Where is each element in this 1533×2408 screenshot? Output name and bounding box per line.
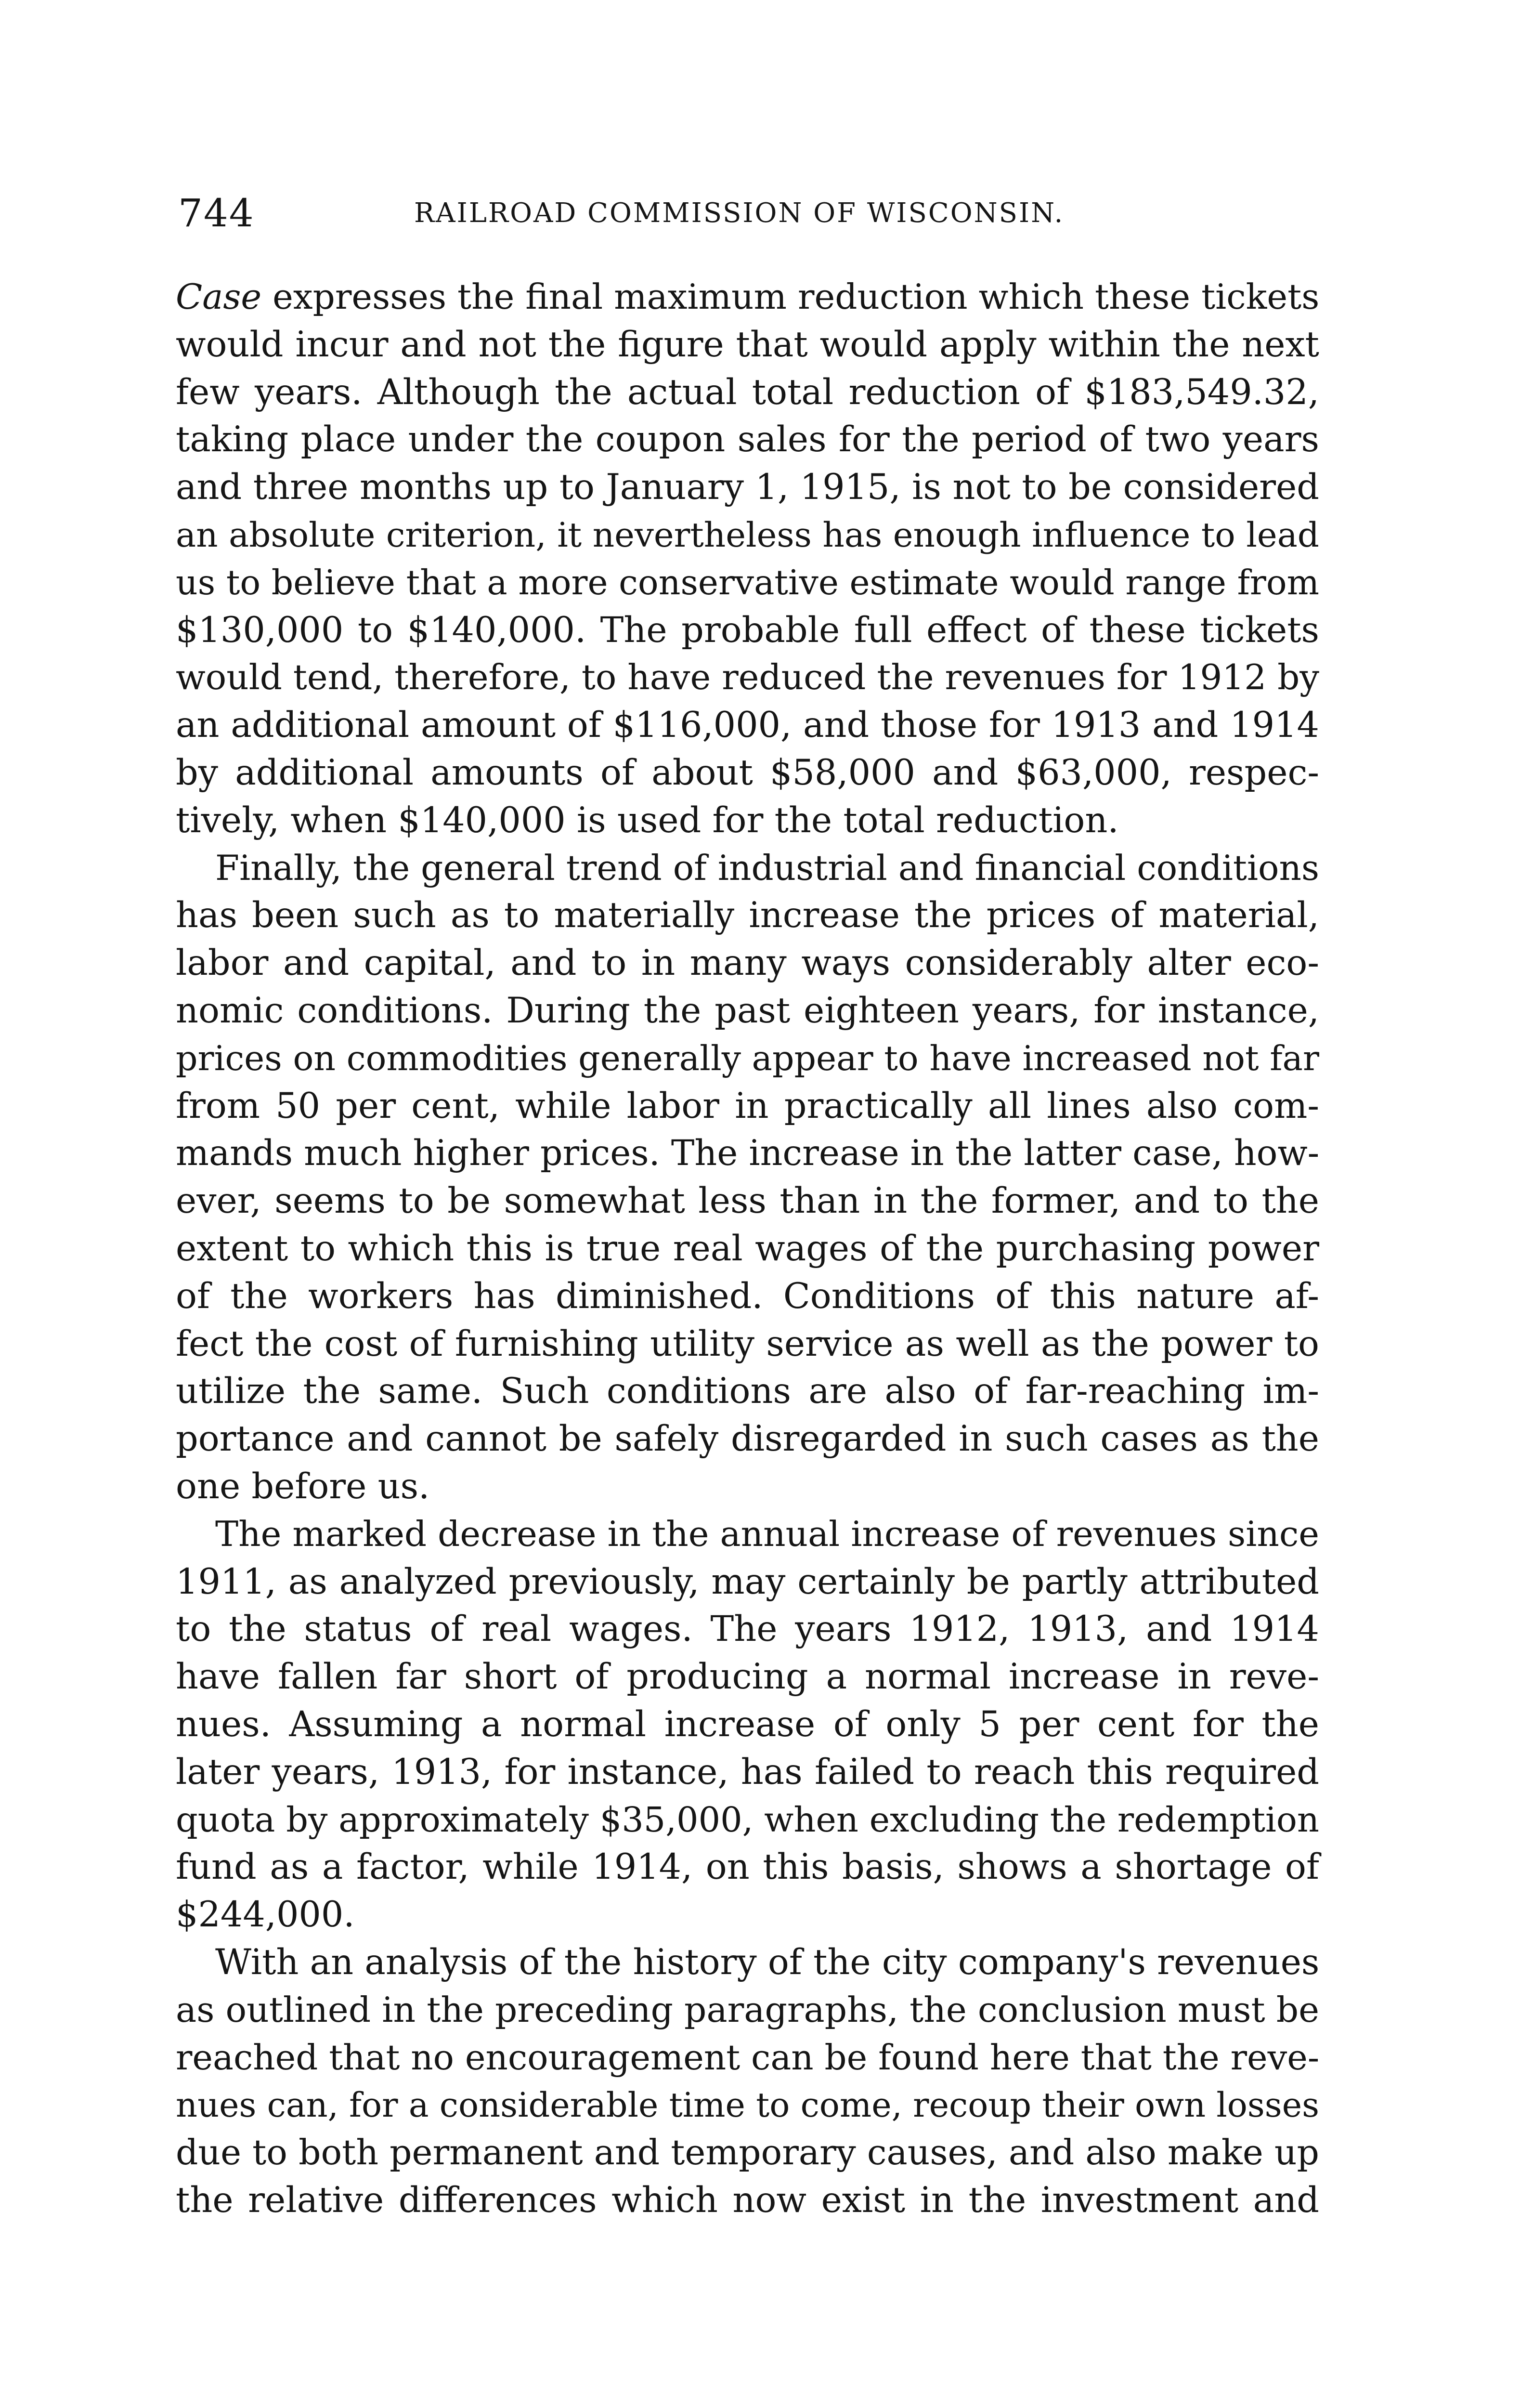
line-text: ever, seems to be somewhat less than in the former, and to the	[176, 1180, 1319, 1222]
text-line	[176, 1273, 1319, 1321]
text-line	[176, 369, 1319, 417]
text-line	[176, 2129, 1319, 2177]
paragraph	[176, 1939, 1319, 2225]
text-line	[176, 2034, 1319, 2081]
text-line	[176, 464, 1319, 511]
text-line	[176, 1939, 1319, 1987]
line-text: nues can, for a considerable time to come, recoup their own losses	[176, 2085, 1320, 2125]
line-text: as outlined in the preceding paragraphs, the conclusion must be	[176, 1989, 1319, 2030]
line-text: labor and capital, and to in many ways considerably alter eco-	[176, 942, 1319, 984]
paragraph	[176, 1511, 1319, 1939]
text-line	[176, 1701, 1319, 1749]
text-line	[176, 1083, 1319, 1130]
line-text: later years, 1913, for instance, has failed to reach this required	[176, 1751, 1319, 1793]
line-text: quota by approximately $35,000, when excluding the redemption	[176, 1799, 1319, 1840]
line-text: utilize the same. Such conditions are also of far-reaching im-	[176, 1371, 1319, 1412]
line-text: expresses the final maximum reduction which these tickets	[261, 277, 1320, 317]
line-text: to the status of real wages. The years 1912, 1913, and 1914	[176, 1609, 1319, 1650]
line-text: from 50 per cent, while labor in practically all lines also com-	[176, 1085, 1319, 1126]
line-text: nues. Assuming a normal increase of only 5 per cent for the	[176, 1703, 1319, 1745]
line-text: prices on commodities generally appear to have increased not far	[176, 1038, 1319, 1078]
text-line	[176, 940, 1319, 987]
text-line	[176, 1178, 1319, 1225]
text-line	[176, 987, 1319, 1035]
page-number: 744	[178, 191, 255, 236]
line-text: us to believe that a more conservative estimate would range from	[176, 562, 1319, 602]
text-line	[176, 511, 1319, 559]
italic-term: Case	[176, 277, 262, 317]
line-text: due to both permanent and temporary causes, and also make up	[176, 2133, 1319, 2173]
text-line	[176, 1130, 1319, 1178]
text-line	[176, 1035, 1319, 1083]
text-line	[176, 559, 1319, 607]
text-line	[176, 2177, 1319, 2225]
running-head	[178, 187, 1319, 240]
line-text: 1911, as analyzed previously, may certainly be partly attributed	[176, 1561, 1319, 1602]
line-text: one before us.	[176, 1466, 430, 1507]
running-title: RAILROAD COMMISSION OF WISCONSIN.	[414, 197, 1065, 229]
body-text	[176, 274, 1319, 2225]
line-text: reached that no encouragement can be found here that the reve-	[176, 2037, 1320, 2078]
line-text: would tend, therefore, to have reduced the revenues for 1912 by	[176, 657, 1320, 698]
line-text: and three months up to January 1, 1915, is not to be considered	[176, 467, 1319, 508]
text-line	[176, 892, 1319, 940]
line-text: nomic conditions. During the past eighteen years, for instance,	[176, 990, 1319, 1031]
line-text: would incur and not the figure that would apply within the next	[176, 324, 1319, 365]
text-line	[176, 1891, 1319, 1939]
paragraph	[176, 845, 1319, 1511]
line-text: portance and cannot be safely disregarded in such cases as the	[176, 1418, 1319, 1460]
line-text: The marked decrease in the annual increase of revenues since	[215, 1514, 1319, 1555]
text-line	[176, 607, 1319, 654]
line-text: by additional amounts of about $58,000 and $63,000, respec-	[176, 752, 1319, 793]
line-text: With an analysis of the history of the city company's revenues	[215, 1941, 1320, 1983]
text-line	[176, 1796, 1319, 1844]
text-line	[176, 1321, 1319, 1368]
text-line	[176, 797, 1319, 845]
line-text: fect the cost of furnishing utility service as well as the power to	[176, 1323, 1319, 1364]
line-text: $130,000 to $140,000. The probable full effect of these tickets	[176, 609, 1319, 651]
text-line	[176, 2081, 1319, 2129]
line-text: an additional amount of $116,000, and those for 1913 and 1914	[176, 705, 1319, 746]
line-text: mands much higher prices. The increase in the latter case, how-	[176, 1133, 1320, 1174]
text-line	[176, 654, 1319, 702]
text-line	[176, 1844, 1319, 1891]
text-line	[176, 845, 1319, 892]
text-line	[176, 274, 1319, 321]
text-line	[176, 1511, 1319, 1558]
paragraph	[176, 274, 1319, 845]
line-text: few years. Although the actual total reduction of $183,549.32,	[176, 371, 1319, 413]
line-text: an absolute criterion, it nevertheless has enough influence to lead	[176, 514, 1319, 555]
text-line	[176, 1558, 1319, 1606]
text-line	[176, 416, 1319, 464]
text-line	[176, 1987, 1319, 2034]
text-line	[176, 1653, 1319, 1701]
text-line	[176, 1749, 1319, 1796]
text-line	[176, 1368, 1319, 1415]
text-line	[176, 1225, 1319, 1273]
line-text: the relative differences which now exist in the investment and	[176, 2179, 1319, 2221]
line-text: extent to which this is true real wages of the purchasing power	[176, 1228, 1319, 1269]
text-line	[176, 749, 1319, 797]
line-text: Finally, the general trend of industrial and financial conditions	[215, 848, 1319, 889]
text-line	[176, 321, 1319, 369]
line-text: of the workers has diminished. Conditions of this nature af-	[176, 1275, 1319, 1317]
text-line	[176, 1606, 1319, 1653]
line-text: fund as a factor, while 1914, on this basis, shows a shortage of	[176, 1846, 1319, 1888]
line-text: have fallen far short of producing a normal increase in reve-	[176, 1656, 1319, 1698]
text-line	[176, 1463, 1319, 1511]
line-text: taking place under the coupon sales for the period of two years	[176, 419, 1319, 460]
line-text: tively, when $140,000 is used for the total reduction.	[176, 799, 1119, 841]
line-text: $244,000.	[176, 1894, 355, 1936]
line-text: has been such as to materially increase the prices of material,	[176, 895, 1319, 936]
text-line	[176, 702, 1319, 749]
text-line	[176, 1415, 1319, 1463]
